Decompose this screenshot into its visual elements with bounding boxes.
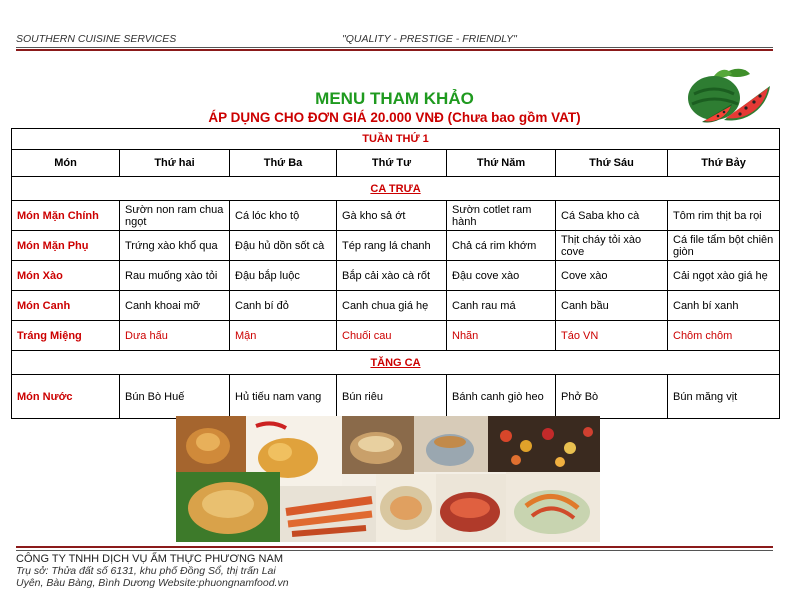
table-cell: Thịt cháy tỏi xào cove xyxy=(556,231,668,261)
header-rule-red xyxy=(16,49,773,51)
table-row xyxy=(12,261,780,291)
column-header: Thứ Sáu xyxy=(556,150,668,177)
menu-table xyxy=(11,128,780,419)
row-label: Món Mặn Chính xyxy=(12,201,120,231)
column-header: Món xyxy=(12,150,120,177)
column-header: Thứ Năm xyxy=(447,150,556,177)
table-cell: Trứng xào khổ qua xyxy=(120,231,230,261)
week-label: TUẦN THỨ 1 xyxy=(12,129,780,150)
table-cell: Tép rang lá chanh xyxy=(337,231,447,261)
table-cell: Sườn non ram chua ngọt xyxy=(120,201,230,231)
table-cell: Đậu hủ dồn sốt cà xyxy=(230,231,337,261)
table-cell: Sườn cotlet ram hành xyxy=(447,201,556,231)
table-cell: Mận xyxy=(230,321,337,351)
footer-address-line1: Trụ sở: Thửa đất số 6131, khu phố Đồng Sổ, thị trấn Lai xyxy=(16,565,276,577)
section-row xyxy=(12,351,780,375)
column-header: Thứ Bảy xyxy=(668,150,780,177)
footer-company: CÔNG TY TNHH DỊCH VỤ ẨM THỰC PHƯƠNG NAM xyxy=(16,553,283,565)
table-cell: Tôm rim thịt ba rọi xyxy=(668,201,780,231)
page-header xyxy=(16,33,773,47)
table-cell: Bún măng vịt xyxy=(668,375,780,419)
row-label: Món Canh xyxy=(12,291,120,321)
table-cell: Đậu cove xào xyxy=(447,261,556,291)
page-footer xyxy=(16,553,289,589)
table-cell: Đậu bắp luộc xyxy=(230,261,337,291)
table-cell: Canh bí xanh xyxy=(668,291,780,321)
column-header: Thứ Ba xyxy=(230,150,337,177)
table-cell: Dưa hấu xyxy=(120,321,230,351)
table-cell: Bún Bò Huế xyxy=(120,375,230,419)
table-cell: Rau muống xào tỏi xyxy=(120,261,230,291)
column-header: Thứ Tư xyxy=(337,150,447,177)
footer-rule-red xyxy=(16,546,773,548)
header-rule xyxy=(16,47,773,48)
table-cell: Cá Saba kho cà xyxy=(556,201,668,231)
table-cell: Bún riêu xyxy=(337,375,447,419)
row-label: Món Xào xyxy=(12,261,120,291)
row-label: Tráng Miệng xyxy=(12,321,120,351)
table-cell: Bắp cải xào cà rốt xyxy=(337,261,447,291)
table-row xyxy=(12,321,780,351)
footer-rule xyxy=(16,550,773,551)
table-cell: Phở Bò xyxy=(556,375,668,419)
menu-title: MENU THAM KHẢO xyxy=(315,89,474,108)
table-cell: Cá file tẩm bột chiên giòn xyxy=(668,231,780,261)
table-row xyxy=(12,291,780,321)
header-slogan: "QUALITY - PRESTIGE - FRIENDLY" xyxy=(342,33,517,45)
footer-address-line2: Uyên, Bàu Bàng, Bình Dương Website:phuongnamfood.vn xyxy=(16,577,289,589)
table-cell: Nhãn xyxy=(447,321,556,351)
table-cell: Cải ngọt xào giá hẹ xyxy=(668,261,780,291)
table-cell: Cá lóc kho tộ xyxy=(230,201,337,231)
column-header-row xyxy=(12,150,780,177)
row-label: Món Nước xyxy=(12,375,120,419)
table-cell: Chả cá rim khớm xyxy=(447,231,556,261)
menu-subtitle: ÁP DỤNG CHO ĐƠN GIÁ 20.000 VNĐ (Chưa bao gồm VAT) xyxy=(208,110,581,125)
table-cell: Táo VN xyxy=(556,321,668,351)
table-cell: Canh bầu xyxy=(556,291,668,321)
section-overtime-label: TĂNG CA xyxy=(12,351,780,375)
header-company: SOUTHERN CUISINE SERVICES xyxy=(16,33,177,45)
food-photo-collage xyxy=(176,416,600,542)
table-cell: Canh khoai mỡ xyxy=(120,291,230,321)
table-row xyxy=(12,201,780,231)
row-label: Món Mặn Phụ xyxy=(12,231,120,261)
table-cell: Chôm chôm xyxy=(668,321,780,351)
table-cell: Bánh canh giò heo xyxy=(447,375,556,419)
column-header: Thứ hai xyxy=(120,150,230,177)
table-cell: Gà kho sả ớt xyxy=(337,201,447,231)
table-row xyxy=(12,231,780,261)
table-row xyxy=(12,375,780,419)
table-cell: Cove xào xyxy=(556,261,668,291)
section-row xyxy=(12,177,780,201)
section-lunch-label: CA TRƯA xyxy=(12,177,780,201)
week-row xyxy=(12,129,780,150)
table-cell: Canh chua giá hẹ xyxy=(337,291,447,321)
table-cell: Chuối cau xyxy=(337,321,447,351)
table-cell: Canh rau má xyxy=(447,291,556,321)
table-cell: Hủ tiếu nam vang xyxy=(230,375,337,419)
table-cell: Canh bí đỏ xyxy=(230,291,337,321)
